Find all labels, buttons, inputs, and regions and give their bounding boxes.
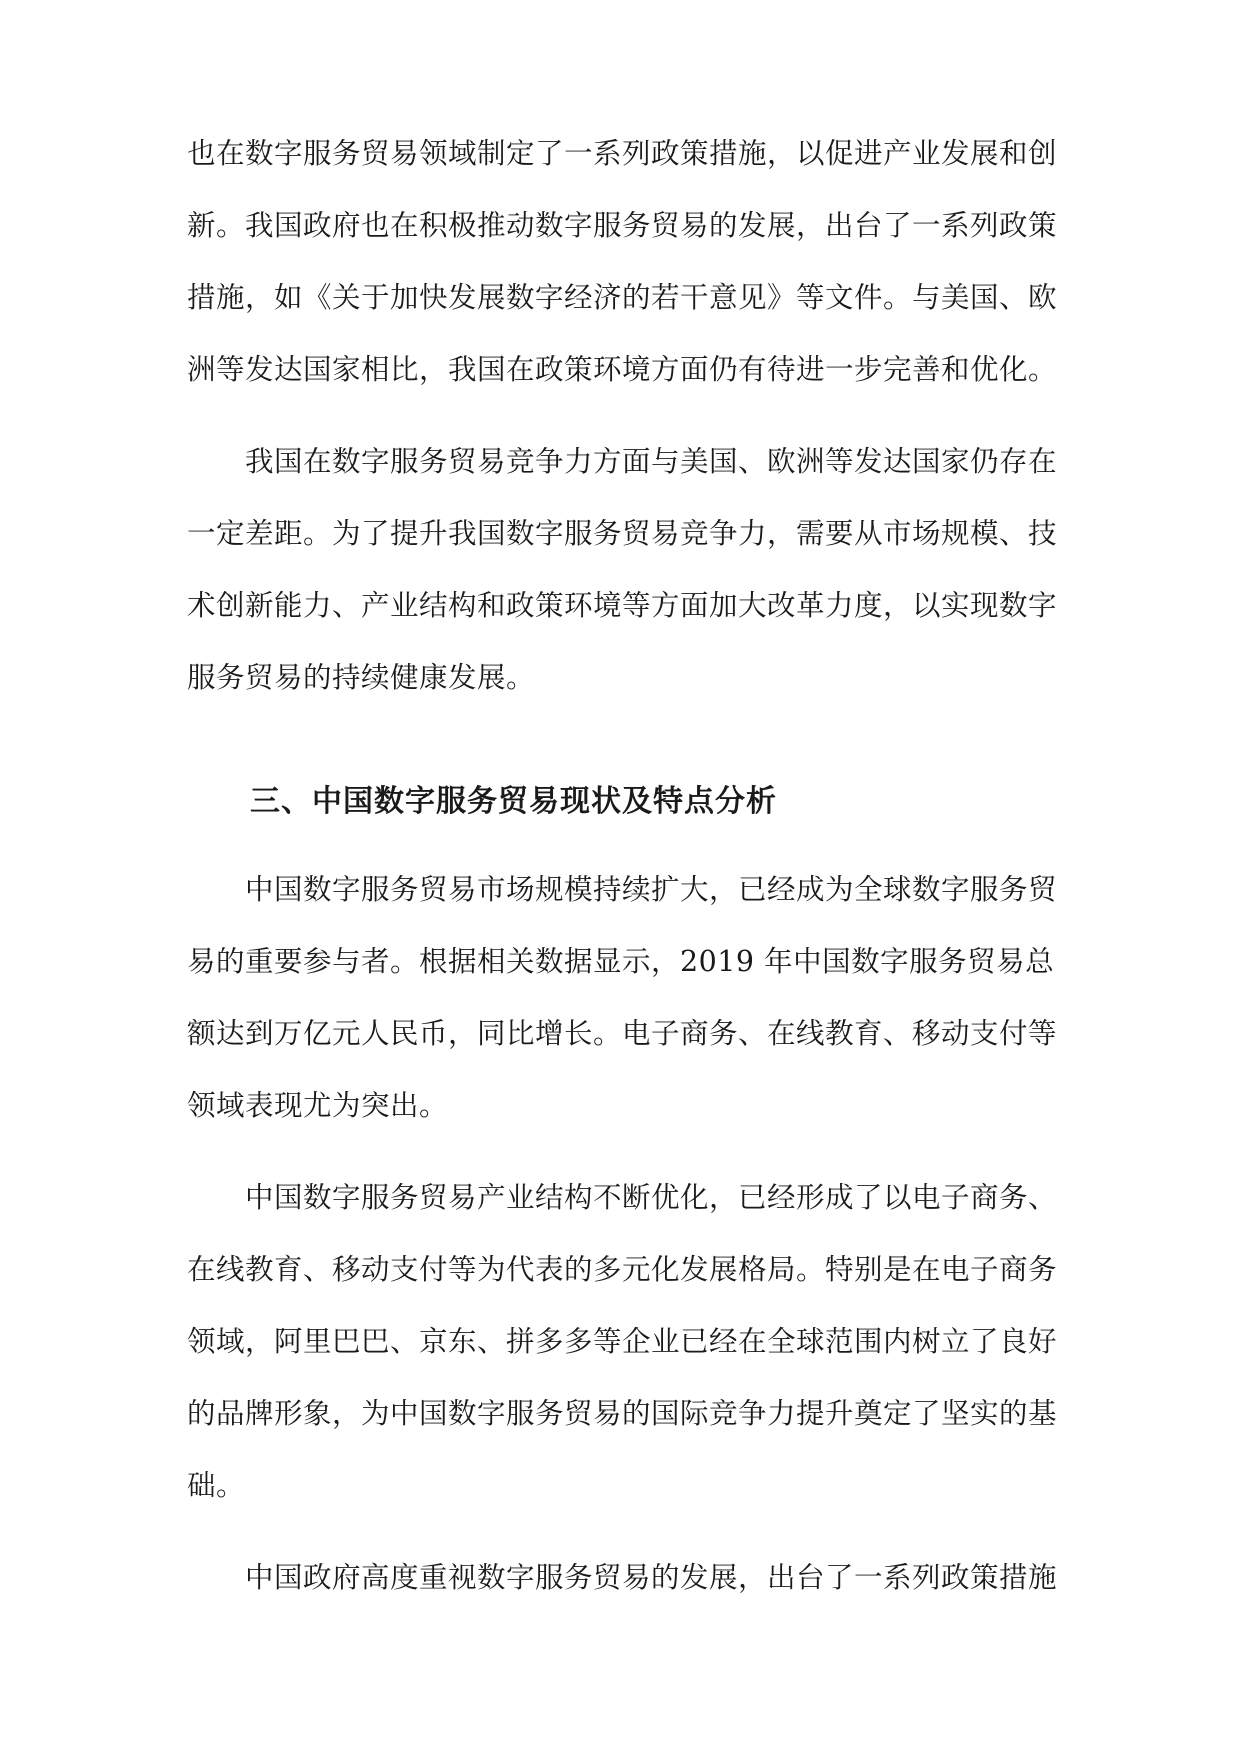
text-line: 一定差距。为了提升我国数字服务贸易竞争力，需要从市场规模、技 (187, 517, 1058, 550)
text-line: 的品牌形象，为中国数字服务贸易的国际竞争力提升奠定了坚实的基 (187, 1397, 1058, 1430)
text-line: 措施，如《关于加快发展数字经济的若干意见》等文件。与美国、欧 (187, 281, 1058, 314)
text-line: 洲等发达国家相比，我国在政策环境方面仍有待进一步完善和优化。 (187, 353, 1058, 386)
text-line: 我国在数字服务贸易竞争力方面与美国、欧洲等发达国家仍存在 (245, 445, 1058, 478)
text-line: 在线教育、移动支付等为代表的多元化发展格局。特别是在电子商务 (187, 1253, 1058, 1286)
text-line: 新。我国政府也在积极推动数字服务贸易的发展，出台了一系列政策 (187, 209, 1058, 242)
text-line: 易的重要参与者。根据相关数据显示，2019 年中国数字服务贸易总 (187, 945, 1055, 978)
text-line: 中国数字服务贸易市场规模持续扩大，已经成为全球数字服务贸 (245, 873, 1058, 906)
text-line: 也在数字服务贸易领域制定了一系列政策措施，以促进产业发展和创 (187, 137, 1058, 170)
text-line: 术创新能力、产业结构和政策环境等方面加大改革力度，以实现数字 (187, 589, 1058, 622)
text-line: 领域，阿里巴巴、京东、拼多多等企业已经在全球范围内树立了良好 (187, 1325, 1058, 1358)
section-heading: 三、中国数字服务贸易现状及特点分析 (250, 784, 777, 819)
text-line: 额达到万亿元人民币，同比增长。电子商务、在线教育、移动支付等 (187, 1017, 1058, 1050)
text-line: 领域表现尤为突出。 (187, 1089, 449, 1122)
text-line: 中国数字服务贸易产业结构不断优化，已经形成了以电子商务、 (245, 1181, 1058, 1214)
text-line: 中国政府高度重视数字服务贸易的发展，出台了一系列政策措施 (245, 1561, 1058, 1594)
text-line: 服务贸易的持续健康发展。 (187, 661, 536, 694)
text-line: 础。 (187, 1469, 246, 1502)
